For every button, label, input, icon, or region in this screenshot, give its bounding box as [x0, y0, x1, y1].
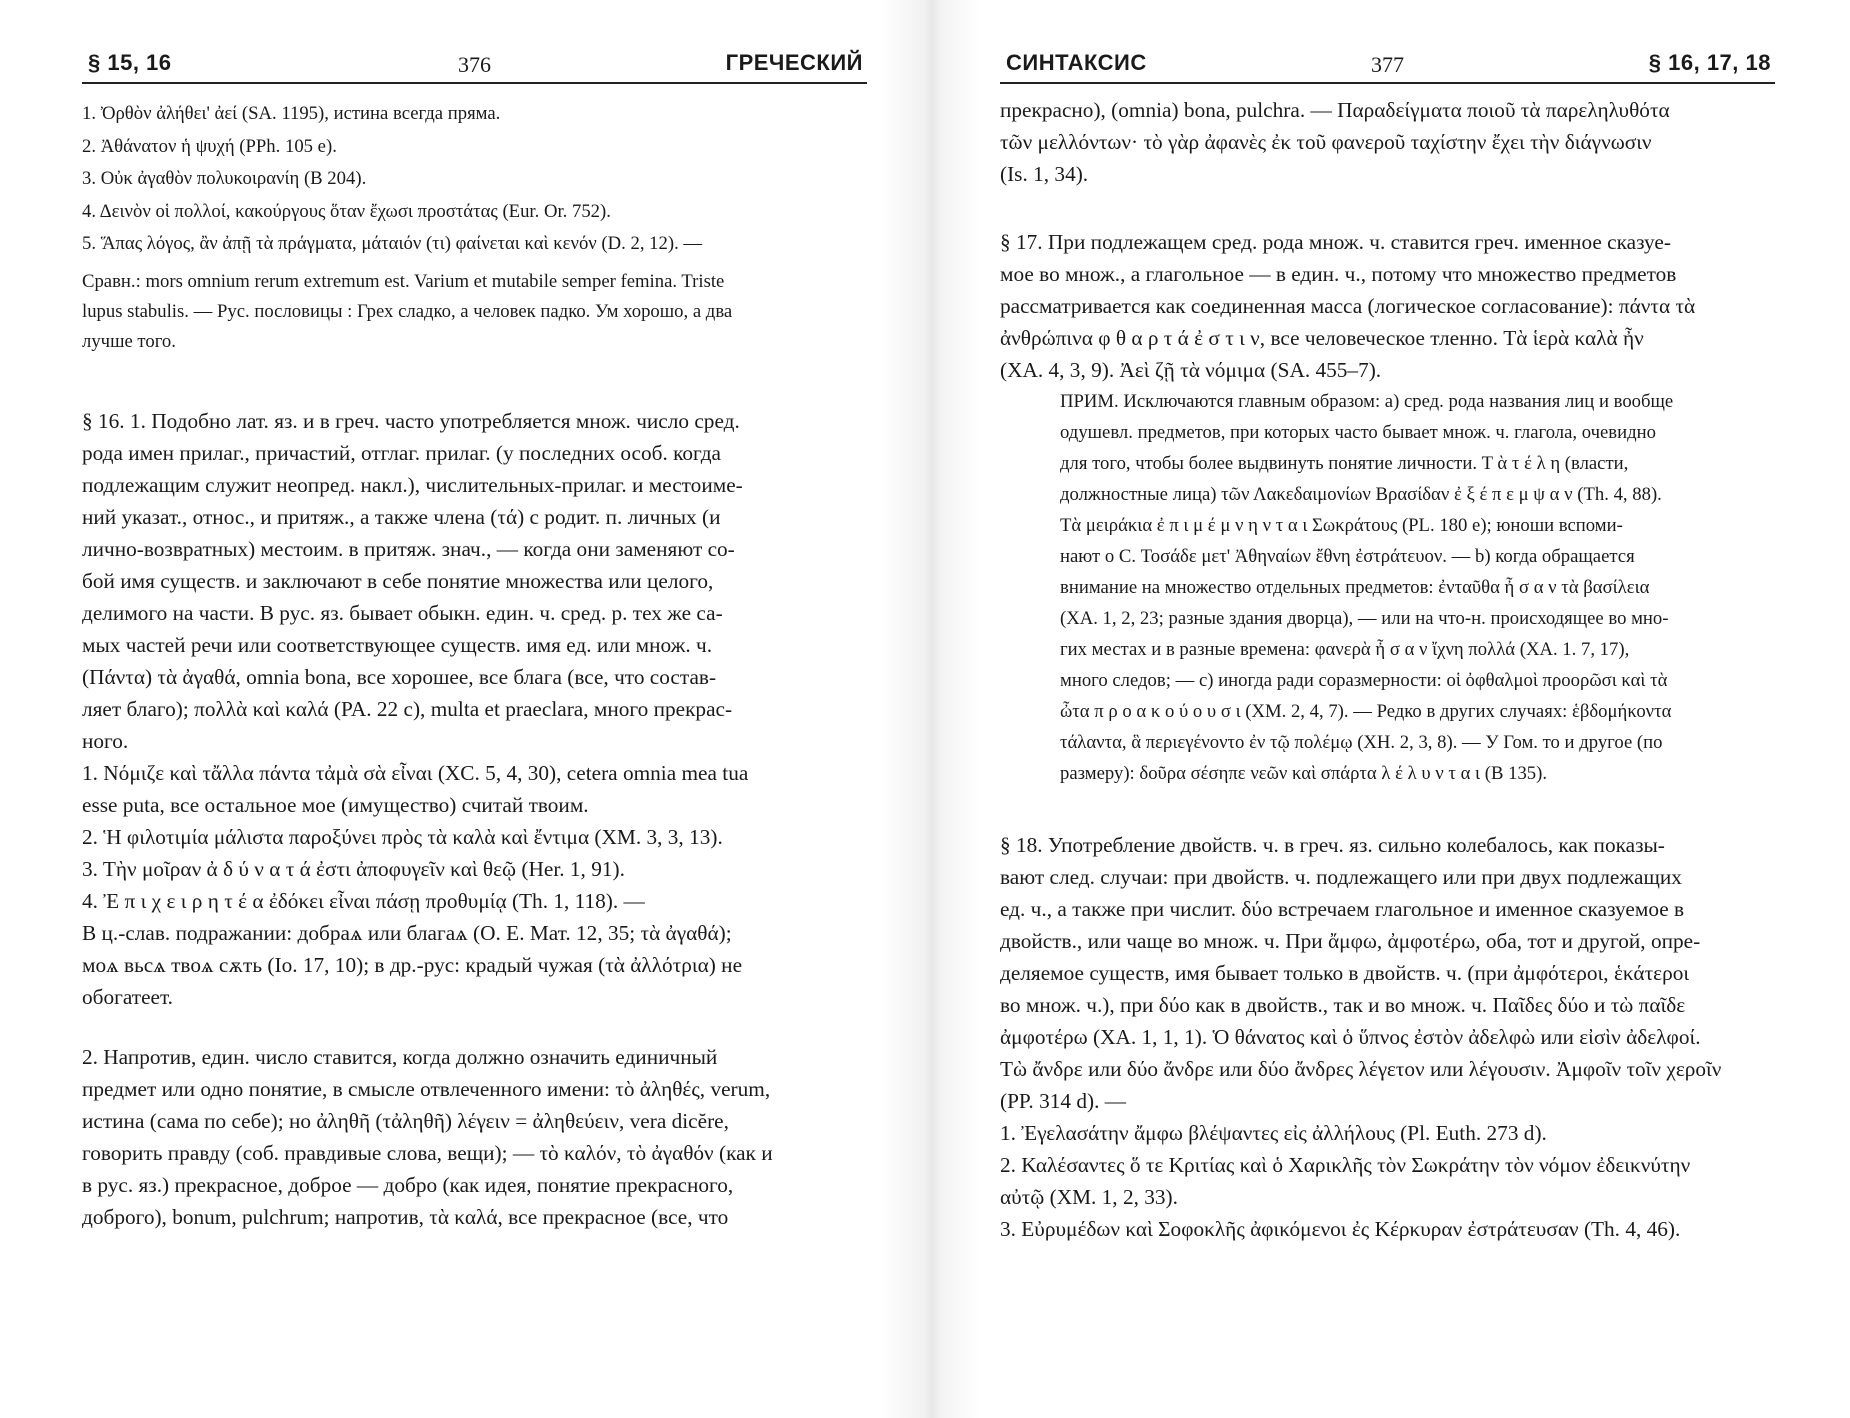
text-line: τάλαντα, ἃ περιεγένοντο ἐν τῷ πολέμῳ (XH. 2, 3, 8). — У Гом. то и другое (по	[1060, 732, 1663, 753]
text-line: § 16. 1. Подобно лат. яз. и в греч. часто употребляется множ. число сред.	[82, 408, 740, 433]
text-line: лучше того.	[82, 330, 176, 352]
example-line: αὐτῷ (XM. 1, 2, 33).	[1000, 1185, 1178, 1209]
text-line: (XA. 4, 3, 9). Ἀεὶ ζῇ τὰ νόμιμα (SA. 455–7).	[1000, 358, 1382, 382]
paragraph-16-2	[82, 1041, 867, 1233]
text-line: ПРИМ. Исключаются главным образом: a) сред. рода названия лиц и вообще	[1060, 391, 1674, 412]
text-line: во множ. ч.), при δύο как в двойств., так и во множ. ч. Παῖδες δύο и τὼ παῖδε	[1000, 993, 1686, 1017]
example-line: 1. Ὀρθὸν ἀλήθει' ἀεί (SA. 1195), истина всегда пряма.	[82, 103, 501, 124]
example-line: 3. Οὐκ ἀγαθὸν πολυκοιρανίη (B 204).	[82, 168, 367, 189]
text-line: ἀμφοτέρω (XA. 1, 1, 1). Ὁ θάνατος καὶ ὁ ὕπνος ἐστὸν ἀδελφὼ или εἰσὶν ἀδελφοί.	[1000, 1025, 1701, 1049]
slavonic-note	[82, 917, 867, 1013]
text-line: в рус. яз.) прекрасное, доброе — добро (как идея, понятие прекрасного,	[82, 1172, 734, 1197]
text-line: (Πάντα) τὰ ἀγαθά, omnia bona, все хорошее, все блага (все, что состав-	[82, 664, 717, 689]
right-section-ref: § 16, 17, 18	[1648, 50, 1771, 75]
text-line: размеру): δοῦρα σέσηπε νεῶν καὶ σπάρτα λ έ λ υ ν τ α ι (B 135).	[1060, 763, 1548, 784]
text-line: подлежащим служит неопред. накл.), числительных-прилаг. и местоиме-	[82, 472, 743, 497]
text-line: делимого на части. В рус. яз. бывает обыкн. един. ч. сред. р. тех же са-	[82, 600, 723, 625]
example-line: 3. Τὴν μοῖραν ἀ δ ύ ν α τ ά ἐστι ἀποφυγεῖν καὶ θεῷ (Her. 1, 91).	[82, 856, 625, 881]
continuation-16	[1000, 94, 1775, 190]
text-line: рода имен прилаг., причастий, отглаг. прилаг. (у последних особ. когда	[82, 440, 722, 465]
text-line: двойств., или чаще во множ. ч. При ἄμφω, ἀμφοτέρω, оба, тот и другой, опре-	[1000, 929, 1701, 953]
right-running-head	[1000, 36, 1775, 84]
text-line: говорить правду (соб. правдивые слова, вещи); — τὸ καλόν, τὸ ἀγαθόν (как и	[82, 1140, 773, 1165]
text-line: должностные лица) τῶν Λακεδαιμονίων Βρασίδαν ἐ ξ έ π ε μ ψ α ν (Th. 4, 88).	[1060, 484, 1662, 505]
text-line: ляет благо); πολλὰ καὶ καλά (PA. 22 c), multa et praeclara, много прекрас-	[82, 696, 733, 721]
text-line: рассматривается как соединенная масса (логическое согласование): πάντα τὰ	[1000, 294, 1696, 318]
example-line: esse puta, все остальное мое (имущество) считай твоим.	[82, 792, 589, 817]
text-line: мое во множ., а глагольное — в един. ч., потому что множество предметов	[1000, 262, 1677, 286]
book-gutter-shadow	[880, 0, 980, 1418]
text-line: мых частей речи или соответствующее существ. имя ед. или множ. ч.	[82, 632, 713, 657]
example-line: 1. Νόμιζε καὶ τἄλλα πάντα τἀμὰ σὰ εἶναι (XC. 5, 4, 30), cetera omnia mea tua	[82, 760, 749, 785]
text-line: много следов; — c) иногда ради соразмерности: οἱ ὀφθαλμοὶ προορῶσι καὶ τὰ	[1060, 670, 1668, 691]
text-line: предмет или одно понятие, в смысле отвлеченного имени: τὸ ἀληθές, verum,	[82, 1076, 771, 1101]
text-line: В ц.-слав. подражании: добраѧ или благаѧ (О. Е. Мат. 12, 35; τὰ ἀγαθά);	[82, 920, 732, 945]
left-running-title: ГРЕЧЕСКИЙ	[725, 50, 863, 75]
text-line: лично-возвратных) местоим. в притяж. знач., — когда они заменяют со-	[82, 536, 735, 561]
left-section-ref: § 15, 16	[88, 50, 172, 75]
text-line: нают о С. Τοσάδε μετ' Ἀθηναίων ἔθνη ἐστράτευον. — b) когда обращается	[1060, 546, 1635, 567]
text-line: истина (сама по себе); но ἀληθῆ (τἀληθῆ) λέγειν = ἀληθεύειν, vera dicĕre,	[82, 1108, 729, 1133]
paragraph-16-1	[82, 405, 867, 757]
text-line: одушевл. предметов, при которых часто бывает множ. ч. глагола, очевидно	[1060, 422, 1656, 443]
example-line: 3. Εὐρυμέδων καὶ Σοφοκλῆς ἀφικόμενοι ἐς Κέρκυραν ἐστράτευσαν (Th. 4, 46).	[1000, 1217, 1681, 1241]
text-line: для того, чтобы более выдвинуть понятие личности. Τ ὰ τ έ λ η (власти,	[1060, 453, 1629, 474]
text-line: вают след. случаи: при двойств. ч. подлежащего или при двух подлежащих	[1000, 865, 1682, 889]
text-line: Сравн.: mors omnium rerum extremum est. Varium et mutabile semper femina. Triste	[82, 270, 725, 292]
text-line: Τὰ μειράκια ἐ π ι μ έ μ ν η ν τ α ι Σωκράτους (PL. 180 e); юноши вспоми-	[1060, 515, 1623, 536]
text-line: внимание на множество отдельных предметов: ἐνταῦθα ἦ σ α ν τὰ βασίλεια	[1060, 577, 1650, 598]
paragraph-18	[1000, 829, 1775, 1117]
text-line: бой имя существ. и заключают в себе понятие множества или целого,	[82, 568, 714, 593]
text-line: ного.	[82, 728, 129, 753]
text-line: ед. ч., а также при числит. δύο встречаем глагольное и именное сказуемое в	[1000, 897, 1685, 921]
text-line: обогатеет.	[82, 984, 174, 1009]
text-line: 2. Напротив, един. число ставится, когда должно означить единичный	[82, 1044, 718, 1069]
example-line: 4. Δεινὸν οἱ πολλοί, κακούργους ὅταν ἔχωσι προστάτας (Eur. Or. 752).	[82, 200, 611, 222]
text-line: моѧ вьсѧ твоѧ сѫть (Io. 17, 10); в др.-рус: крадый чужая (τὰ ἀλλότρια) не	[82, 952, 743, 977]
text-line: деляемое существ, имя бывает только в двойств. ч. (при ἀμφότεροι, ἑκάτεροι	[1000, 961, 1690, 985]
example-line: 4. Ἐ π ι χ ε ι ρ η τ έ α ἐδόκει εἶναι πάσῃ προθυμίᾳ (Th. 1, 118). —	[82, 888, 645, 913]
text-line: § 17. При подлежащем сред. рода множ. ч. ставится греч. именное сказуе-	[1000, 230, 1671, 254]
example-line: 2. Ἀθάνατον ἡ ψυχή (PPh. 105 e).	[82, 135, 337, 157]
text-line: доброго), bonum, pulchrum; напротив, τὰ καλά, все прекрасное (все, что	[82, 1204, 729, 1229]
examples-15	[82, 98, 867, 261]
text-line: прекрасно), (omnia) bona, pulchra. — Παραδείγματα ποιοῦ τὰ παρεληλυθότα	[1000, 98, 1670, 122]
text-line: гих местах и в разные времена: φανερὰ ἦ σ α ν ἴχνη πολλά (XA. 1. 7, 17),	[1060, 639, 1630, 660]
left-running-head	[82, 36, 867, 84]
left-page	[82, 36, 867, 1336]
examples-18	[1000, 1117, 1775, 1245]
paragraph-17	[1000, 226, 1775, 386]
text-line: (XA. 1, 2, 23; разные здания дворца), — или на что-н. происходящее во мно-	[1060, 608, 1669, 629]
left-page-number: 376	[458, 52, 491, 77]
text-line: (PP. 314 d). —	[1000, 1089, 1127, 1113]
text-line: Τὼ ἄνδρε или δύο ἄνδρε или δύο ἄνδρες λέγετον или λέγουσιν. Ἀμφοῖν τοῖν χεροῖν	[1000, 1057, 1722, 1081]
example-line: 2. Ἡ φιλοτιμία μάλιστα παροξύνει πρὸς τὰ καλὰ καὶ ἔντιμα (XM. 3, 3, 13).	[82, 824, 723, 849]
example-line: 2. Καλέσαντες ὅ τε Κριτίας καὶ ὁ Χαρικλῆς τὸν Σωκράτην τὸν νόμον ἐδεικνύτην	[1000, 1153, 1691, 1177]
example-line: 1. Ἐγελασάτην ἄμφω βλέψαντες εἰς ἀλλήλους (Pl. Euth. 273 d).	[1000, 1121, 1547, 1145]
example-line: 5. Ἅπας λόγος, ἂν ἀπῇ τὰ πράγματα, μάταιόν (τι) φαίνεται καὶ κενόν (D. 2, 12). —	[82, 233, 703, 254]
comparison-note	[82, 267, 867, 357]
text-line: τῶν μελλόντων· τὸ γὰρ ἀφανὲς ἐκ τοῦ φανεροῦ ταχίστην ἔχει τὴν διάγνωσιν	[1000, 130, 1652, 154]
text-line: § 18. Употребление двойств. ч. в греч. яз. сильно колебалось, как показы-	[1000, 833, 1665, 857]
text-line: ὦτα π ρ ο α κ ο ύ ο υ σ ι (XM. 2, 4, 7). — Редко в других случаях: ἑβδομήκοντα	[1060, 701, 1672, 722]
text-line: (Is. 1, 34).	[1000, 162, 1089, 186]
right-running-title: СИНТАКСИС	[1006, 50, 1147, 75]
text-line: ἀνθρώπινα φ θ α ρ τ ά ἐ σ τ ι ν, все человеческое тленно. Τὰ ἱερὰ καλὰ ἦν	[1000, 326, 1644, 350]
note-prim	[1000, 386, 1775, 789]
text-line: lupus stabulis. — Рус. пословицы : Грех сладко, а человек падко. Ум хорошо, а два	[82, 300, 733, 322]
right-page	[1000, 36, 1775, 1336]
examples-16	[82, 757, 867, 917]
text-line: ний указат., относ., и притяж., а также члена (τά) с родит. п. личных (и	[82, 504, 721, 529]
right-page-number: 377	[1371, 52, 1404, 77]
